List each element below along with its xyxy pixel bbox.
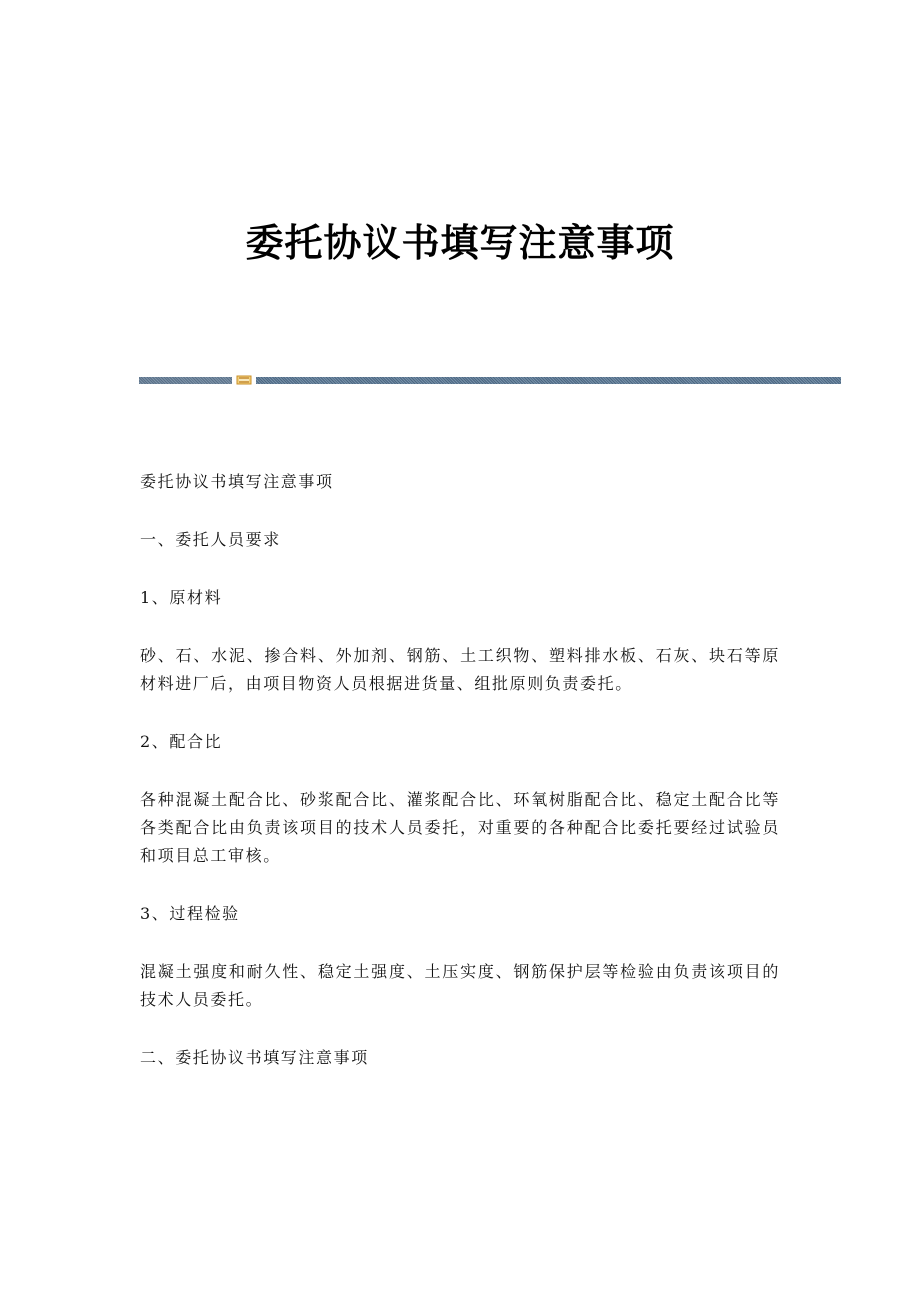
section-heading: 二、委托协议书填写注意事项 [140, 1048, 369, 1067]
paragraph: 各种混凝土配合比、砂浆配合比、灌浆配合比、环氧树脂配合比、稳定土配合比等各类配合比由负责该项目的技术人员委托，对重要的各种配合比委托要经过试验员和项目总工审核。 [140, 790, 780, 865]
subsection-heading: 1、原材料 [140, 588, 223, 607]
divider-bar-left [139, 377, 232, 384]
document-title: 委托协议书填写注意事项 [245, 221, 675, 265]
paragraph: 砂、石、水泥、掺合料、外加剂、钢筋、土工织物、塑料排水板、石灰、块石等原材料进厂后，由项目物资人员根据进货量、组批原则负责委托。 [140, 646, 780, 693]
body-heading: 委托协议书填写注意事项 [140, 472, 334, 491]
document-body [140, 468, 780, 1072]
subsection-heading: 3、过程检验 [140, 904, 240, 923]
paragraph: 混凝土强度和耐久性、稳定土强度、土压实度、钢筋保护层等检验由负责该项目的技术人员委托。 [140, 962, 780, 1009]
section-heading: 一、委托人员要求 [140, 530, 281, 549]
pencil-icon [236, 374, 252, 386]
subsection-heading: 2、配合比 [140, 732, 223, 751]
title-divider [139, 374, 841, 386]
divider-bar-right [256, 377, 841, 384]
